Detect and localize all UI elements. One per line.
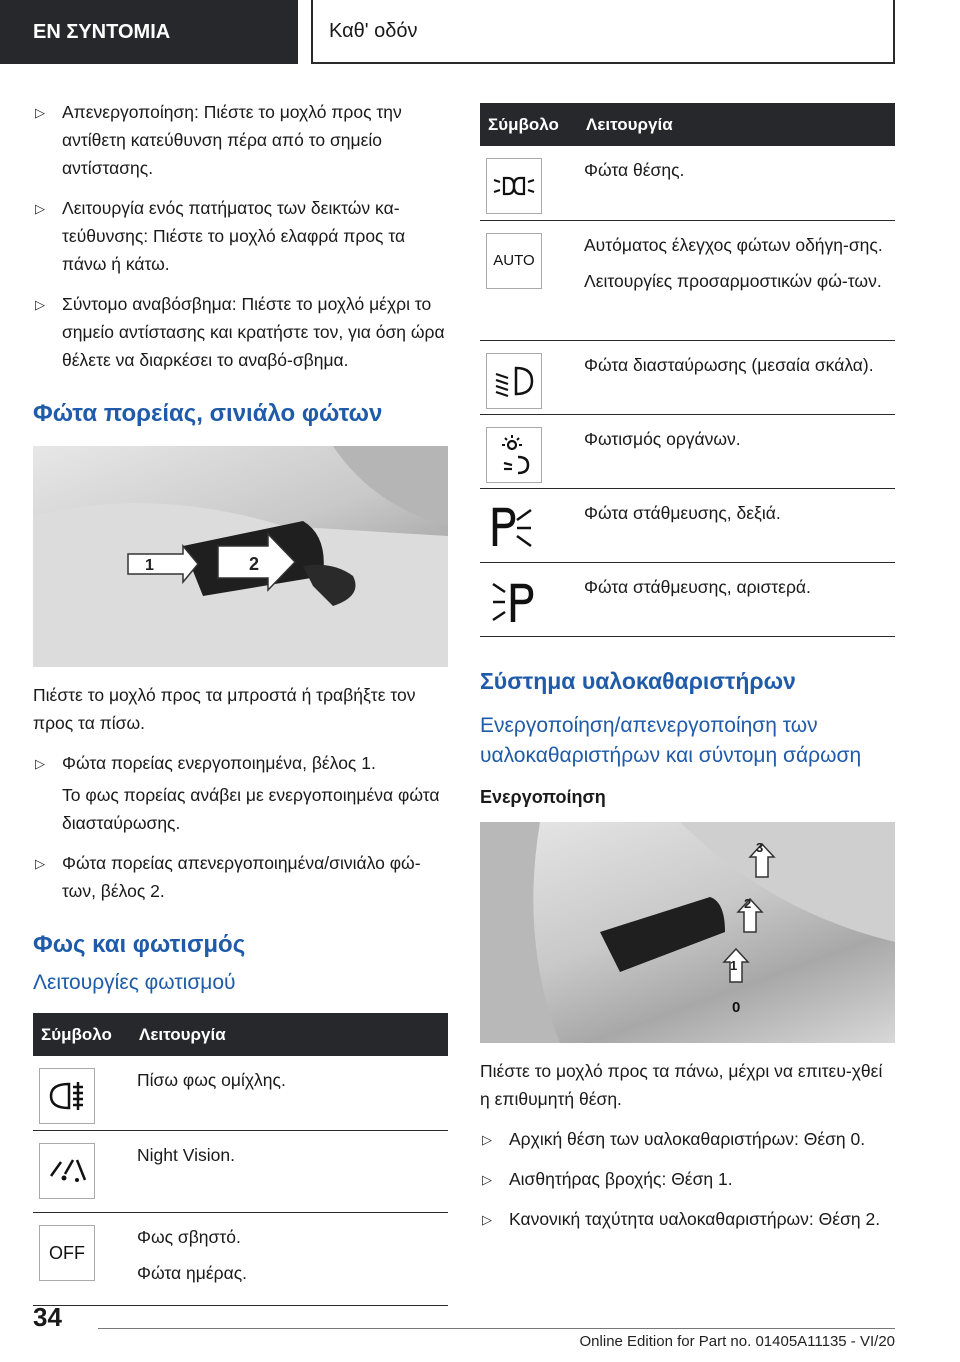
subsection-heading: Λειτουργίες φωτισμού: [33, 971, 236, 994]
left-column: [33, 98, 448, 1306]
section-title: ΕΝ ΣΥΝΤΟΜΙΑ: [33, 20, 171, 43]
function-text: Φώτα ημέρας.: [137, 1262, 248, 1283]
column-header: Σύμβολο: [33, 1013, 131, 1056]
position-0-label: 0: [732, 998, 741, 1016]
wiper-illustration: [480, 822, 895, 1043]
bullet-triangle-icon: ▷: [35, 756, 45, 771]
wiper-lever-photo: [480, 822, 895, 1043]
bullet-triangle-icon: ▷: [482, 1131, 492, 1147]
lighting-symbol-table: [33, 1013, 448, 1306]
table-row: [480, 562, 895, 636]
bullet-triangle-icon: ▷: [482, 1171, 492, 1187]
instruction-text: Πιέστε το μοχλό προς τα πάνω, μέχρι να επιτευ-χθεί η επιθυμητή θέση.: [480, 1060, 883, 1109]
bullet-triangle-icon: ▷: [35, 856, 45, 871]
table-row: [480, 220, 895, 340]
chapter-tab: [311, 0, 895, 64]
bullet-triangle-icon: ▷: [35, 105, 45, 120]
page-number: 34: [33, 1302, 62, 1332]
bullet-triangle-icon: ▷: [35, 201, 45, 216]
list-item: ▷ Απενεργοποίηση: Πιέστε το μοχλό προς την αντίθετη κατεύθυνση πέρα από το σημείο αντίστασης.: [33, 98, 448, 182]
function-text: Φώτα διασταύρωσης (μεσαία σκάλα).: [584, 354, 874, 375]
footer-edition: Online Edition for Part no. 01405A11135 - VI/20: [98, 1328, 895, 1350]
function-text: Φώτα στάθμευσης, αριστερά.: [584, 576, 811, 597]
function-text: Φώτα θέσης.: [584, 160, 685, 180]
table-row: [33, 1212, 448, 1305]
section-heading: Φώτα πορείας, σινιάλο φώτων: [33, 400, 383, 427]
position-1-label: 1: [730, 957, 738, 973]
list-item: ▷ Σύντομο αναβόσβημα: Πιέστε το μοχλό μέχρι το σημείο αντίστασης και κρατήστε τον, για όση ώρα θέλετε να διαρκέσει το αναβό-σβημα.: [33, 290, 448, 374]
function-text: Πίσω φως ομίχλης.: [137, 1070, 286, 1090]
arrow-2-label: 2: [249, 554, 260, 574]
auto-icon: AUTO: [486, 233, 542, 289]
parking-light-right-icon: [486, 501, 540, 555]
lever-illustration: [33, 446, 448, 667]
chapter-title: Καθ' οδόν: [329, 19, 418, 42]
table-row: [480, 488, 895, 562]
column-header: Λειτουργία: [131, 1013, 448, 1056]
off-icon: OFF: [39, 1225, 95, 1281]
function-text: Λειτουργίες προσαρμοστικών φώ-των.: [584, 270, 882, 291]
function-text: Φωτισμός οργάνων.: [584, 428, 741, 449]
side-lights-icon: [486, 158, 542, 214]
rear-fog-light-icon: [39, 1068, 95, 1124]
high-beam-lever-photo: [33, 446, 448, 667]
column-header: Σύμβολο: [480, 103, 578, 146]
list-item: ▷ Κανονική ταχύτητα υαλοκαθαριστήρων: Θέση 2.: [480, 1205, 895, 1233]
column-header: Λειτουργία: [578, 103, 895, 146]
list-item: ▷ Αισθητήρας βροχής: Θέση 1.: [480, 1165, 895, 1193]
position-2-label: 2: [744, 895, 752, 911]
section-heading: Φως και φωτισμός: [33, 931, 246, 958]
instrument-lighting-icon: [486, 427, 542, 483]
subsection-heading: Ενεργοποίηση/απενεργοποίηση των υαλοκαθαριστήρων και σύντομη σάρωση: [480, 713, 862, 767]
function-text: Φως σβηστό.: [137, 1226, 241, 1247]
bullet-triangle-icon: ▷: [35, 297, 45, 312]
list-item: ▷ Φώτα πορείας απενεργοποιημένα/σινιάλο φώ-των, βέλος 2.: [33, 849, 448, 905]
list-item-note: Το φως πορείας ανάβει με ενεργοποιημένα φώτα διασταύρωσης.: [62, 785, 440, 833]
table-row: [480, 414, 895, 488]
function-text: Αυτόματος έλεγχος φώτων οδήγη-σης.: [584, 234, 883, 255]
table-row: [33, 1056, 448, 1130]
night-vision-icon: [39, 1143, 95, 1199]
table-row: [33, 1130, 448, 1212]
table-row: [480, 340, 895, 414]
list-item: ▷ Λειτουργία ενός πατήματος των δεικτών κα-τεύθυνσης: Πιέστε το μοχλό ελαφρά προς τα πάνω ή κάτω.: [33, 194, 448, 278]
function-text: Night Vision.: [137, 1144, 235, 1165]
right-column: [480, 103, 895, 1245]
parking-light-left-icon: [486, 575, 540, 629]
lighting-symbol-table-2: [480, 103, 895, 637]
list-item: ▷ Φώτα πορείας ενεργοποιημένα, βέλος 1.: [33, 749, 448, 777]
section-heading: Σύστημα υαλοκαθαριστήρων: [480, 667, 796, 694]
table-row: [480, 146, 895, 220]
position-3-label: 3: [756, 839, 764, 855]
list-item: ▷ Αρχική θέση των υαλοκαθαριστήρων: Θέση 0.: [480, 1125, 895, 1153]
minor-heading: Ενεργοποίηση: [480, 786, 606, 807]
function-text: Φώτα στάθμευσης, δεξιά.: [584, 502, 781, 523]
low-beam-icon: [486, 353, 542, 409]
arrow-1-label: 1: [145, 557, 154, 574]
bullet-triangle-icon: ▷: [482, 1211, 492, 1227]
section-tab: [0, 0, 298, 64]
instruction-text: Πιέστε το μοχλό προς τα μπροστά ή τραβήξτε τον προς τα πίσω.: [33, 685, 416, 733]
